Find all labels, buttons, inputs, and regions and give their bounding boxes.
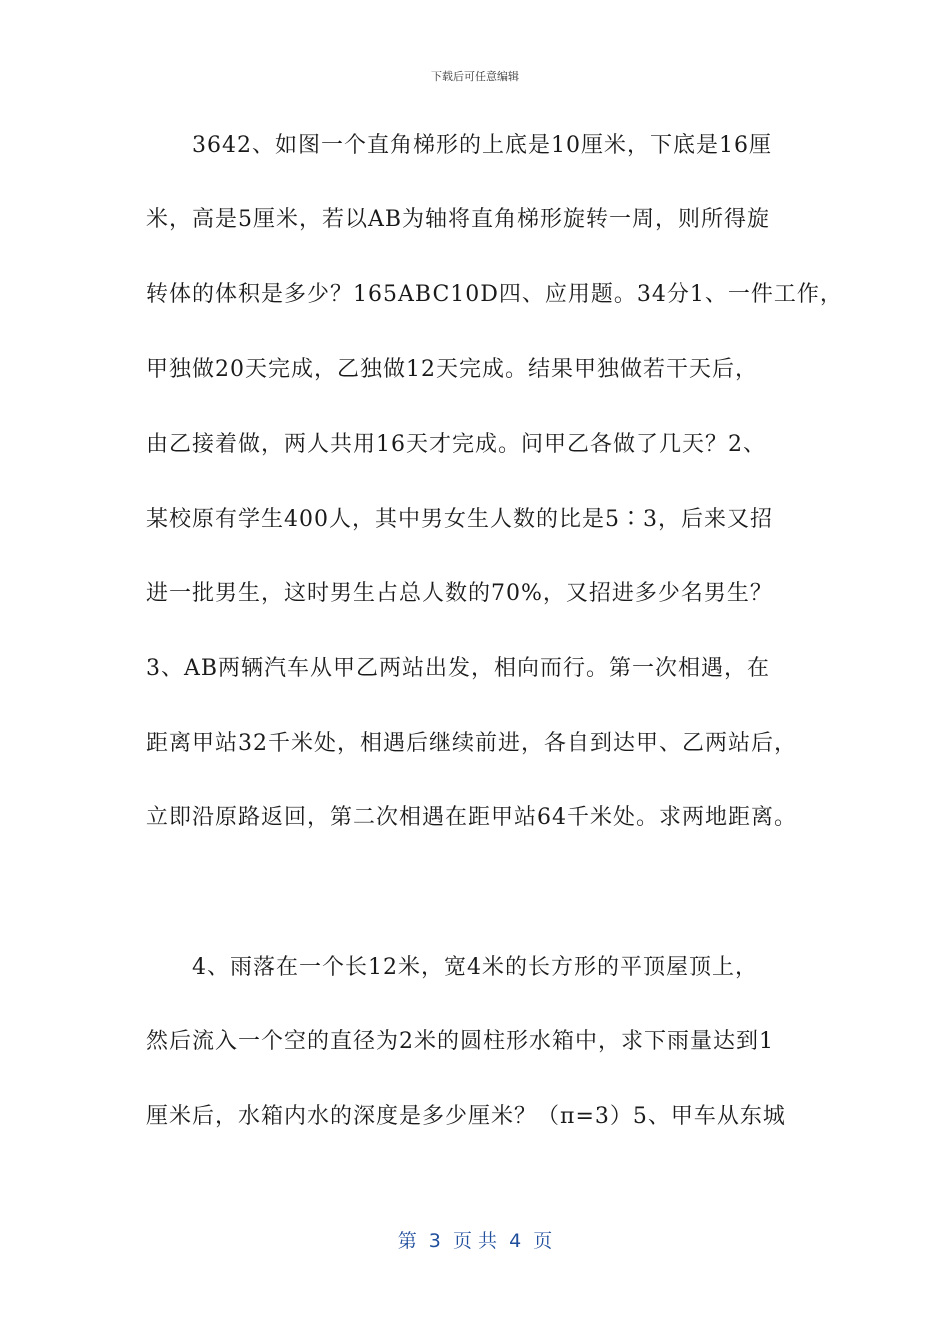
text-line: 进一批男生，这时男生占总人数的70%，又招进多少名男生？ bbox=[146, 581, 773, 606]
text-line: 厘米后，水箱内水的深度是多少厘米？（π=3）5、甲车从东城 bbox=[146, 1104, 786, 1129]
text-line: 转体的体积是多少？165ABC10D四、应用题。34分1、一件工作， bbox=[146, 282, 843, 307]
text-line: 然后流入一个空的直径为2米的圆柱形水箱中，求下雨量达到1 bbox=[146, 1029, 774, 1054]
text-line: 立即沿原路返回，第二次相遇在距甲站64千米处。求两地距离。 bbox=[146, 805, 797, 830]
text-line: 由乙接着做，两人共用16天才完成。问甲乙各做了几天？2、 bbox=[146, 432, 766, 457]
page-header: 下载后可任意编辑 bbox=[431, 70, 519, 83]
text-line: 4、雨落在一个长12米，宽4米的长方形的平顶屋顶上， bbox=[192, 955, 758, 980]
text-line: 3642、如图一个直角梯形的上底是10厘米，下底是16厘 bbox=[192, 133, 772, 158]
page-number-footer: 第 3 页 共 4 页 bbox=[397, 1230, 553, 1252]
text-line: 距离甲站32千米处，相遇后继续前进，各自到达甲、乙两站后， bbox=[146, 731, 797, 756]
text-line: 米，高是5厘米，若以AB为轴将直角梯形旋转一周，则所得旋 bbox=[146, 207, 771, 232]
text-line: 甲独做20天完成，乙独做12天完成。结果甲独做若干天后， bbox=[146, 357, 758, 382]
text-line: 某校原有学生400人，其中男女生人数的比是5∶3，后来又招 bbox=[146, 507, 773, 532]
text-line: 3、AB两辆汽车从甲乙两站出发，相向而行。第一次相遇，在 bbox=[146, 656, 771, 681]
